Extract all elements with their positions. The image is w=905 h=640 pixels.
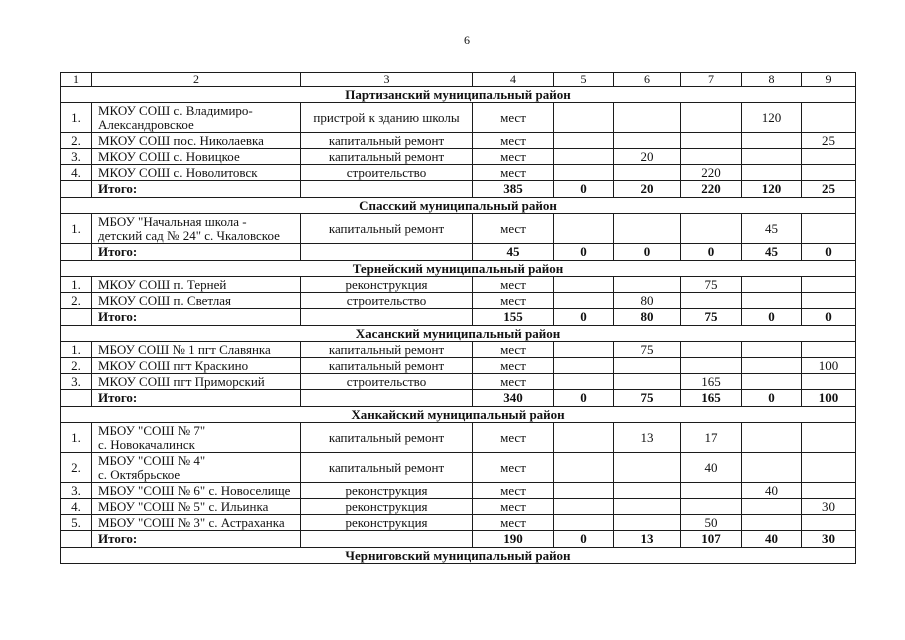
value-cell-col9 bbox=[802, 293, 856, 309]
value-cell-col6 bbox=[614, 453, 681, 483]
column-number-header: 6 bbox=[614, 73, 681, 87]
work-type-cell: строительство bbox=[301, 374, 473, 390]
value-cell-col6 bbox=[614, 214, 681, 244]
value-cell-col7 bbox=[681, 133, 742, 149]
total-value-col4: 190 bbox=[473, 531, 554, 548]
value-cell-col7 bbox=[681, 214, 742, 244]
column-number-header: 3 bbox=[301, 73, 473, 87]
value-cell-col8 bbox=[742, 423, 802, 453]
school-name-line: МБОУ "СОШ № 3" с. Астраханка bbox=[98, 514, 285, 530]
unit-cell: мест bbox=[473, 423, 554, 453]
value-cell-col6 bbox=[614, 103, 681, 133]
value-cell-col8 bbox=[742, 149, 802, 165]
district-title: Ханкайский муниципальный район bbox=[61, 407, 856, 423]
work-type-cell: реконструкция bbox=[301, 515, 473, 531]
total-value-col8: 0 bbox=[742, 390, 802, 407]
row-number-cell: 4. bbox=[61, 165, 92, 181]
value-cell-col5 bbox=[554, 293, 614, 309]
value-cell-col5 bbox=[554, 358, 614, 374]
school-name-line: МКОУ СОШ с. Новолитовск bbox=[98, 164, 258, 180]
value-cell-col7 bbox=[681, 149, 742, 165]
value-cell-col6 bbox=[614, 483, 681, 499]
table-row bbox=[61, 423, 856, 453]
value-cell-col8 bbox=[742, 293, 802, 309]
total-label: Итого: bbox=[92, 531, 301, 548]
total-empty-cell bbox=[61, 309, 92, 326]
school-name-line: МКОУ СОШ пос. Николаевка bbox=[98, 132, 264, 148]
table-row bbox=[61, 103, 856, 133]
value-cell-col5 bbox=[554, 453, 614, 483]
value-cell-col5 bbox=[554, 214, 614, 244]
value-cell-col6 bbox=[614, 515, 681, 531]
total-value-col9: 100 bbox=[802, 390, 856, 407]
value-cell-col5 bbox=[554, 342, 614, 358]
unit-cell: мест bbox=[473, 133, 554, 149]
total-value-col8: 45 bbox=[742, 244, 802, 261]
table-row bbox=[61, 499, 856, 515]
value-cell-col5 bbox=[554, 423, 614, 453]
value-cell-col5 bbox=[554, 499, 614, 515]
total-value-col5: 0 bbox=[554, 181, 614, 198]
total-row bbox=[61, 244, 856, 261]
work-type-cell: капитальный ремонт bbox=[301, 214, 473, 244]
value-cell-col9 bbox=[802, 483, 856, 499]
total-value-col6: 80 bbox=[614, 309, 681, 326]
total-label: Итого: bbox=[92, 390, 301, 407]
school-name-line: МБОУ "СОШ № 6" с. Новоселище bbox=[98, 482, 291, 498]
unit-cell: мест bbox=[473, 499, 554, 515]
unit-cell: мест bbox=[473, 149, 554, 165]
column-number-row bbox=[61, 73, 856, 87]
total-row bbox=[61, 390, 856, 407]
value-cell-col8 bbox=[742, 515, 802, 531]
table-row bbox=[61, 453, 856, 483]
value-cell-col7 bbox=[681, 358, 742, 374]
school-name-line: МБОУ "СОШ № 4" bbox=[98, 452, 206, 468]
value-cell-col6 bbox=[614, 374, 681, 390]
value-cell-col7: 220 bbox=[681, 165, 742, 181]
value-cell-col9 bbox=[802, 515, 856, 531]
value-cell-col9 bbox=[802, 423, 856, 453]
total-empty-cell bbox=[301, 531, 473, 548]
row-number-cell: 2. bbox=[61, 293, 92, 309]
row-number-cell: 2. bbox=[61, 358, 92, 374]
school-name-cell bbox=[92, 165, 301, 181]
district-title: Тернейский муниципальный район bbox=[61, 261, 856, 277]
value-cell-col7 bbox=[681, 483, 742, 499]
district-title-row bbox=[61, 326, 856, 342]
total-value-col6: 0 bbox=[614, 244, 681, 261]
work-type-cell: строительство bbox=[301, 293, 473, 309]
total-empty-cell bbox=[61, 244, 92, 261]
unit-cell: мест bbox=[473, 277, 554, 293]
table-row bbox=[61, 483, 856, 499]
value-cell-col7: 40 bbox=[681, 453, 742, 483]
total-value-col4: 155 bbox=[473, 309, 554, 326]
work-type-cell: реконструкция bbox=[301, 277, 473, 293]
school-name-line: МКОУ СОШ с. Владимиро- bbox=[98, 102, 253, 118]
total-value-col9: 0 bbox=[802, 244, 856, 261]
column-number-header: 7 bbox=[681, 73, 742, 87]
row-number-cell: 1. bbox=[61, 277, 92, 293]
row-number-cell: 1. bbox=[61, 103, 92, 133]
row-number-cell: 2. bbox=[61, 453, 92, 483]
value-cell-col5 bbox=[554, 149, 614, 165]
row-number-cell: 5. bbox=[61, 515, 92, 531]
total-value-col8: 120 bbox=[742, 181, 802, 198]
school-name-line: МКОУ СОШ п. Светлая bbox=[98, 292, 231, 308]
value-cell-col9: 30 bbox=[802, 499, 856, 515]
district-title-row bbox=[61, 87, 856, 103]
total-value-col7: 0 bbox=[681, 244, 742, 261]
total-empty-cell bbox=[61, 531, 92, 548]
total-value-col7: 107 bbox=[681, 531, 742, 548]
total-row bbox=[61, 181, 856, 198]
total-value-col9: 25 bbox=[802, 181, 856, 198]
table-row bbox=[61, 293, 856, 309]
work-type-cell: капитальный ремонт bbox=[301, 358, 473, 374]
unit-cell: мест bbox=[473, 165, 554, 181]
district-title: Партизанский муниципальный район bbox=[61, 87, 856, 103]
value-cell-col8 bbox=[742, 277, 802, 293]
value-cell-col6 bbox=[614, 358, 681, 374]
value-cell-col5 bbox=[554, 374, 614, 390]
school-name-cell bbox=[92, 214, 301, 244]
value-cell-col6: 20 bbox=[614, 149, 681, 165]
work-type-cell: капитальный ремонт bbox=[301, 149, 473, 165]
unit-cell: мест bbox=[473, 374, 554, 390]
school-name-line: МБОУ СОШ № 1 пгт Славянка bbox=[98, 341, 271, 357]
value-cell-col5 bbox=[554, 515, 614, 531]
total-value-col6: 13 bbox=[614, 531, 681, 548]
value-cell-col5 bbox=[554, 165, 614, 181]
value-cell-col9 bbox=[802, 342, 856, 358]
value-cell-col8 bbox=[742, 342, 802, 358]
value-cell-col9: 100 bbox=[802, 358, 856, 374]
total-row bbox=[61, 531, 856, 548]
total-value-col9: 0 bbox=[802, 309, 856, 326]
total-value-col4: 45 bbox=[473, 244, 554, 261]
unit-cell: мест bbox=[473, 214, 554, 244]
school-name-line: детский сад № 24" с. Чкаловское bbox=[98, 227, 280, 243]
value-cell-col6: 80 bbox=[614, 293, 681, 309]
work-type-cell: капитальный ремонт bbox=[301, 342, 473, 358]
district-title-row bbox=[61, 548, 856, 564]
row-number-cell: 3. bbox=[61, 149, 92, 165]
value-cell-col7: 165 bbox=[681, 374, 742, 390]
total-empty-cell bbox=[301, 244, 473, 261]
value-cell-col6 bbox=[614, 133, 681, 149]
value-cell-col9 bbox=[802, 214, 856, 244]
work-type-cell: капитальный ремонт bbox=[301, 453, 473, 483]
district-title: Хасанский муниципальный район bbox=[61, 326, 856, 342]
value-cell-col6: 75 bbox=[614, 342, 681, 358]
value-cell-col9 bbox=[802, 374, 856, 390]
school-name-cell bbox=[92, 374, 301, 390]
school-name-line: с. Октябрьское bbox=[98, 466, 181, 482]
total-value-col6: 75 bbox=[614, 390, 681, 407]
column-number-header: 8 bbox=[742, 73, 802, 87]
value-cell-col6: 13 bbox=[614, 423, 681, 453]
row-number-cell: 2. bbox=[61, 133, 92, 149]
value-cell-col5 bbox=[554, 483, 614, 499]
value-cell-col8: 120 bbox=[742, 103, 802, 133]
school-name-cell bbox=[92, 515, 301, 531]
unit-cell: мест bbox=[473, 453, 554, 483]
unit-cell: мест bbox=[473, 515, 554, 531]
row-number-cell: 1. bbox=[61, 423, 92, 453]
school-name-line: Александровское bbox=[98, 116, 194, 132]
value-cell-col7 bbox=[681, 342, 742, 358]
column-number-header: 2 bbox=[92, 73, 301, 87]
column-number-header: 9 bbox=[802, 73, 856, 87]
value-cell-col6 bbox=[614, 165, 681, 181]
value-cell-col9: 25 bbox=[802, 133, 856, 149]
total-empty-cell bbox=[301, 181, 473, 198]
total-row bbox=[61, 309, 856, 326]
table-row bbox=[61, 133, 856, 149]
total-empty-cell bbox=[61, 390, 92, 407]
school-name-cell bbox=[92, 133, 301, 149]
total-label: Итого: bbox=[92, 309, 301, 326]
school-name-line: МКОУ СОШ пгт Краскино bbox=[98, 357, 249, 373]
value-cell-col9 bbox=[802, 103, 856, 133]
district-title: Черниговский муниципальный район bbox=[61, 548, 856, 564]
unit-cell: мест bbox=[473, 103, 554, 133]
value-cell-col5 bbox=[554, 133, 614, 149]
total-value-col4: 385 bbox=[473, 181, 554, 198]
column-number-header: 5 bbox=[554, 73, 614, 87]
total-value-col5: 0 bbox=[554, 309, 614, 326]
total-empty-cell bbox=[301, 390, 473, 407]
total-empty-cell bbox=[301, 309, 473, 326]
value-cell-col8: 40 bbox=[742, 483, 802, 499]
value-cell-col6 bbox=[614, 277, 681, 293]
table-row bbox=[61, 374, 856, 390]
column-number-header: 1 bbox=[61, 73, 92, 87]
row-number-cell: 3. bbox=[61, 483, 92, 499]
value-cell-col9 bbox=[802, 149, 856, 165]
table-row bbox=[61, 342, 856, 358]
value-cell-col5 bbox=[554, 103, 614, 133]
row-number-cell: 1. bbox=[61, 342, 92, 358]
school-name-line: МБОУ "Начальная школа - bbox=[98, 213, 247, 229]
value-cell-col8 bbox=[742, 453, 802, 483]
column-number-header: 4 bbox=[473, 73, 554, 87]
school-name-cell bbox=[92, 499, 301, 515]
work-type-cell: капитальный ремонт bbox=[301, 423, 473, 453]
work-type-cell: реконструкция bbox=[301, 499, 473, 515]
row-number-cell: 1. bbox=[61, 214, 92, 244]
school-name-line: МБОУ "СОШ № 7" bbox=[98, 422, 206, 438]
total-label: Итого: bbox=[92, 181, 301, 198]
total-value-col7: 75 bbox=[681, 309, 742, 326]
unit-cell: мест bbox=[473, 293, 554, 309]
total-value-col9: 30 bbox=[802, 531, 856, 548]
value-cell-col8 bbox=[742, 358, 802, 374]
school-name-cell bbox=[92, 358, 301, 374]
district-title-row bbox=[61, 198, 856, 214]
district-title: Спасский муниципальный район bbox=[61, 198, 856, 214]
school-name-cell bbox=[92, 342, 301, 358]
row-number-cell: 4. bbox=[61, 499, 92, 515]
total-value-col4: 340 bbox=[473, 390, 554, 407]
school-name-cell bbox=[92, 293, 301, 309]
school-name-line: МБОУ "СОШ № 5" с. Ильинка bbox=[98, 498, 269, 514]
school-name-cell bbox=[92, 423, 301, 453]
total-value-col7: 165 bbox=[681, 390, 742, 407]
work-type-cell: строительство bbox=[301, 165, 473, 181]
table-row bbox=[61, 214, 856, 244]
table-row bbox=[61, 165, 856, 181]
value-cell-col8 bbox=[742, 374, 802, 390]
unit-cell: мест bbox=[473, 358, 554, 374]
total-value-col5: 0 bbox=[554, 244, 614, 261]
value-cell-col8 bbox=[742, 133, 802, 149]
row-number-cell: 3. bbox=[61, 374, 92, 390]
school-name-line: МКОУ СОШ с. Новицкое bbox=[98, 148, 240, 164]
work-type-cell: капитальный ремонт bbox=[301, 133, 473, 149]
table-row bbox=[61, 358, 856, 374]
total-value-col8: 40 bbox=[742, 531, 802, 548]
school-name-cell bbox=[92, 277, 301, 293]
value-cell-col7 bbox=[681, 103, 742, 133]
value-cell-col9 bbox=[802, 453, 856, 483]
value-cell-col8 bbox=[742, 165, 802, 181]
school-name-line: с. Новокачалинск bbox=[98, 436, 195, 452]
school-name-cell bbox=[92, 453, 301, 483]
district-title-row bbox=[61, 407, 856, 423]
value-cell-col7: 17 bbox=[681, 423, 742, 453]
value-cell-col7: 75 bbox=[681, 277, 742, 293]
total-empty-cell bbox=[61, 181, 92, 198]
work-type-cell: пристрой к зданию школы bbox=[301, 103, 473, 133]
table-row bbox=[61, 277, 856, 293]
school-name-cell bbox=[92, 103, 301, 133]
total-value-col6: 20 bbox=[614, 181, 681, 198]
table-row bbox=[61, 149, 856, 165]
school-name-line: МКОУ СОШ пгт Приморский bbox=[98, 373, 265, 389]
value-cell-col7 bbox=[681, 293, 742, 309]
value-cell-col9 bbox=[802, 165, 856, 181]
value-cell-col7 bbox=[681, 499, 742, 515]
work-type-cell: реконструкция bbox=[301, 483, 473, 499]
school-name-cell bbox=[92, 483, 301, 499]
total-value-col7: 220 bbox=[681, 181, 742, 198]
school-name-line: МКОУ СОШ п. Терней bbox=[98, 276, 227, 292]
value-cell-col9 bbox=[802, 277, 856, 293]
district-title-row bbox=[61, 261, 856, 277]
school-name-cell bbox=[92, 149, 301, 165]
table-body bbox=[61, 73, 856, 564]
total-value-col8: 0 bbox=[742, 309, 802, 326]
value-cell-col8: 45 bbox=[742, 214, 802, 244]
page-number: 6 bbox=[464, 33, 470, 47]
unit-cell: мест bbox=[473, 342, 554, 358]
value-cell-col7: 50 bbox=[681, 515, 742, 531]
total-label: Итого: bbox=[92, 244, 301, 261]
unit-cell: мест bbox=[473, 483, 554, 499]
value-cell-col6 bbox=[614, 499, 681, 515]
value-cell-col5 bbox=[554, 277, 614, 293]
district-capacity-table bbox=[60, 72, 856, 564]
total-value-col5: 0 bbox=[554, 390, 614, 407]
table-row bbox=[61, 515, 856, 531]
total-value-col5: 0 bbox=[554, 531, 614, 548]
value-cell-col8 bbox=[742, 499, 802, 515]
